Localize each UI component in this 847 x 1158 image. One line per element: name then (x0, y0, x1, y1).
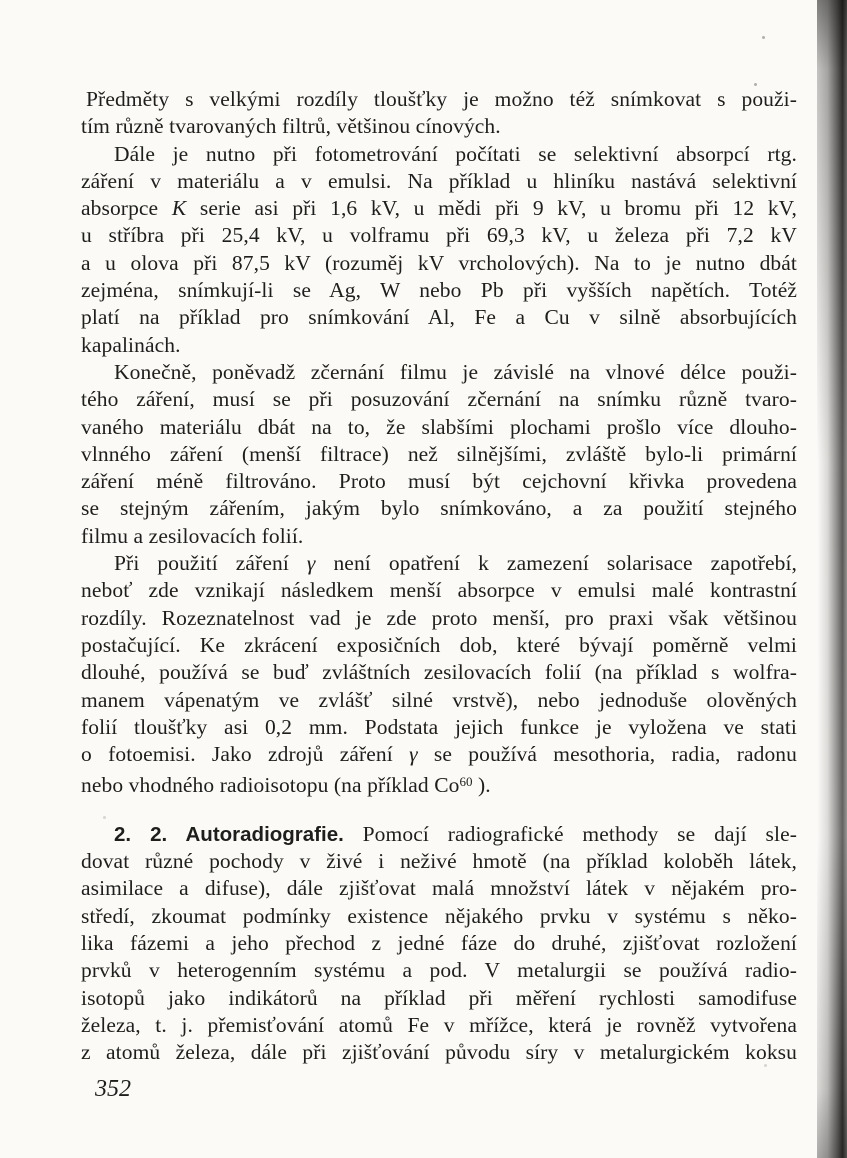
text-run: lika fázemi a jeho přechod z jedné fáze do druhé, zjišťovat rozložení (81, 930, 797, 955)
text-line (81, 168, 797, 195)
text-line (81, 957, 797, 984)
text-run: prvků v heterogenním systému a pod. V metalurgii se používá radio- (81, 958, 797, 983)
paragraph (81, 86, 797, 141)
text-line (81, 414, 797, 441)
text-run: není opatření k zamezení solarisace zapotřebí, (315, 551, 797, 576)
text-line (81, 768, 797, 799)
text-run: Dále je nutno při fotometrování počítati se selektivní absorpcí rtg. (114, 141, 797, 166)
text-line (81, 903, 797, 930)
text-run: rozdíly. Rozeznatelnost vad je zde proto menší, pro praxi však většinou (81, 605, 797, 630)
text-run: vaného materiálu dbát na to, že slabšími plochami prošlo více dlouho- (81, 414, 797, 439)
text-line (81, 550, 797, 577)
text-run: serie asi při 1,6 kV, u mědi při 9 kV, u bromu při 12 kV, (186, 196, 797, 221)
text-run: Při použití záření (114, 551, 307, 576)
text-line (81, 985, 797, 1012)
text-run: filmu a zesilovacích folií. (81, 523, 304, 548)
text-line (81, 195, 797, 222)
scan-speck (103, 816, 106, 819)
text-line (81, 332, 797, 359)
text-line (81, 1039, 797, 1066)
text-line (81, 222, 797, 249)
text-run: postačující. Ke zkrácení exposičních dob, které bývají poměrně velmi (81, 632, 797, 657)
text-run: středí, zkoumat podmínky existence nějakého prvku v systému s něko- (81, 903, 797, 928)
text-run: K (171, 196, 187, 221)
text-line (81, 848, 797, 875)
page-number: 352 (95, 1076, 131, 1102)
text-run: u stříbra při 25,4 kV, u volframu při 69,3 kV, u železa při 7,2 kV (81, 223, 797, 248)
text-run: záření méně filtrováno. Proto musí být cejchovní křivka provedena (81, 469, 797, 494)
text-line (81, 930, 797, 957)
text-run: tého záření, musí se při posuzování zčernání na snímku různě tvaro- (81, 387, 797, 412)
text-run: o fotoemisi. Jako zdrojů záření (81, 742, 410, 767)
text-line (81, 386, 797, 413)
text-line (81, 821, 797, 848)
paragraph (81, 550, 797, 800)
text-run: Pomocí radiografické methody se dají sle- (343, 821, 797, 846)
text-run: záření v materiálu a v emulsi. Na příklad u hliníku nastává selektivní (81, 168, 797, 193)
text-line (81, 277, 797, 304)
text-run: se používá mesothoria, radia, radonu (417, 742, 797, 767)
text-line (81, 632, 797, 659)
text-line (81, 605, 797, 632)
text-line (81, 86, 797, 113)
text-run: ). (472, 773, 491, 798)
text-run: a u olova při 87,5 kV (rozuměj kV vrcholových). Na to je nutno dbát (81, 250, 797, 275)
text-run: dovat různé pochody v živé i neživé hmotě (na příklad koloběh látek, (81, 849, 797, 874)
page-edge-shadow-shade (817, 0, 847, 1158)
text-line (81, 523, 797, 550)
scan-speck (764, 1064, 767, 1067)
text-run: Předměty s velkými rozdíly tloušťky je možno též snímkovat s použi- (86, 87, 797, 111)
text-run: γ (409, 742, 418, 767)
text-run: kapalinách. (81, 332, 181, 357)
text-run: dlouhé, používá se buď zvláštních zesilovacích folií (na příklad s wolfra- (81, 660, 797, 685)
text-run: se stejným zářením, jakým bylo snímkováno, a za použití stejného (81, 496, 797, 521)
text-run: vlnného záření (menší filtrace) než silnějšími, zvláště bylo-li primární (81, 441, 797, 466)
text-line (81, 468, 797, 495)
text-run: manem vápenatým ve zvlášť silné vrstvě), nebo jednoduše olověných (81, 687, 797, 712)
text-run: platí na příklad pro snímkování Al, Fe a Cu v silně absorbujících (81, 305, 797, 330)
text-run: tím různě tvarovaných filtrů, většinou cínových. (81, 114, 501, 139)
text-run: zejména, snímkují-li se Ag, W nebo Pb při vyšších napětích. Totéž (81, 278, 797, 303)
text-line (81, 659, 797, 686)
paragraph (81, 821, 797, 1067)
text-line (81, 250, 797, 277)
text-line (81, 304, 797, 331)
text-line (81, 141, 797, 168)
text-run: železa, t. j. přemisťování atomů Fe v mřížce, která je rovněž vytvořena (81, 1012, 797, 1037)
paragraph (81, 141, 797, 359)
text-line (81, 875, 797, 902)
superscript: 60 (459, 774, 473, 790)
text-line (81, 441, 797, 468)
text-line (81, 741, 797, 768)
text-line (81, 1012, 797, 1039)
text-run: nebo vhodného radioisotopu (na příklad Co (81, 773, 460, 798)
text-run: folií tloušťky asi 0,2 mm. Podstata jejich funkce je vyložena ve stati (81, 714, 797, 739)
text-run: z atomů železa, dále při zjišťování původu síry v metalurgickém koksu (81, 1040, 797, 1065)
text-run: absorpce (81, 196, 172, 221)
text-run: Konečně, poněvadž zčernání filmu je závislé na vlnové délce použi- (114, 359, 797, 384)
text-line (81, 495, 797, 522)
scan-speck (754, 83, 757, 86)
text-block (81, 86, 797, 1066)
text-run: γ (306, 551, 316, 576)
text-run: isotopů jako indikátorů na příklad při měření rychlosti samodifuse (81, 985, 797, 1010)
section-heading: 2. 2. Autoradiografie. (114, 822, 344, 846)
text-line (81, 113, 797, 140)
text-line (81, 687, 797, 714)
paragraph (81, 359, 797, 550)
scan-speck (762, 36, 765, 39)
text-line (81, 714, 797, 741)
text-line (81, 359, 797, 386)
text-run: neboť zde vznikají následkem menší absorpce v emulsi malé kontrastní (81, 578, 797, 603)
text-line (81, 577, 797, 604)
text-run: asimilace a difuse), dále zjišťovat malá množství látek v nějakém pro- (81, 876, 797, 901)
